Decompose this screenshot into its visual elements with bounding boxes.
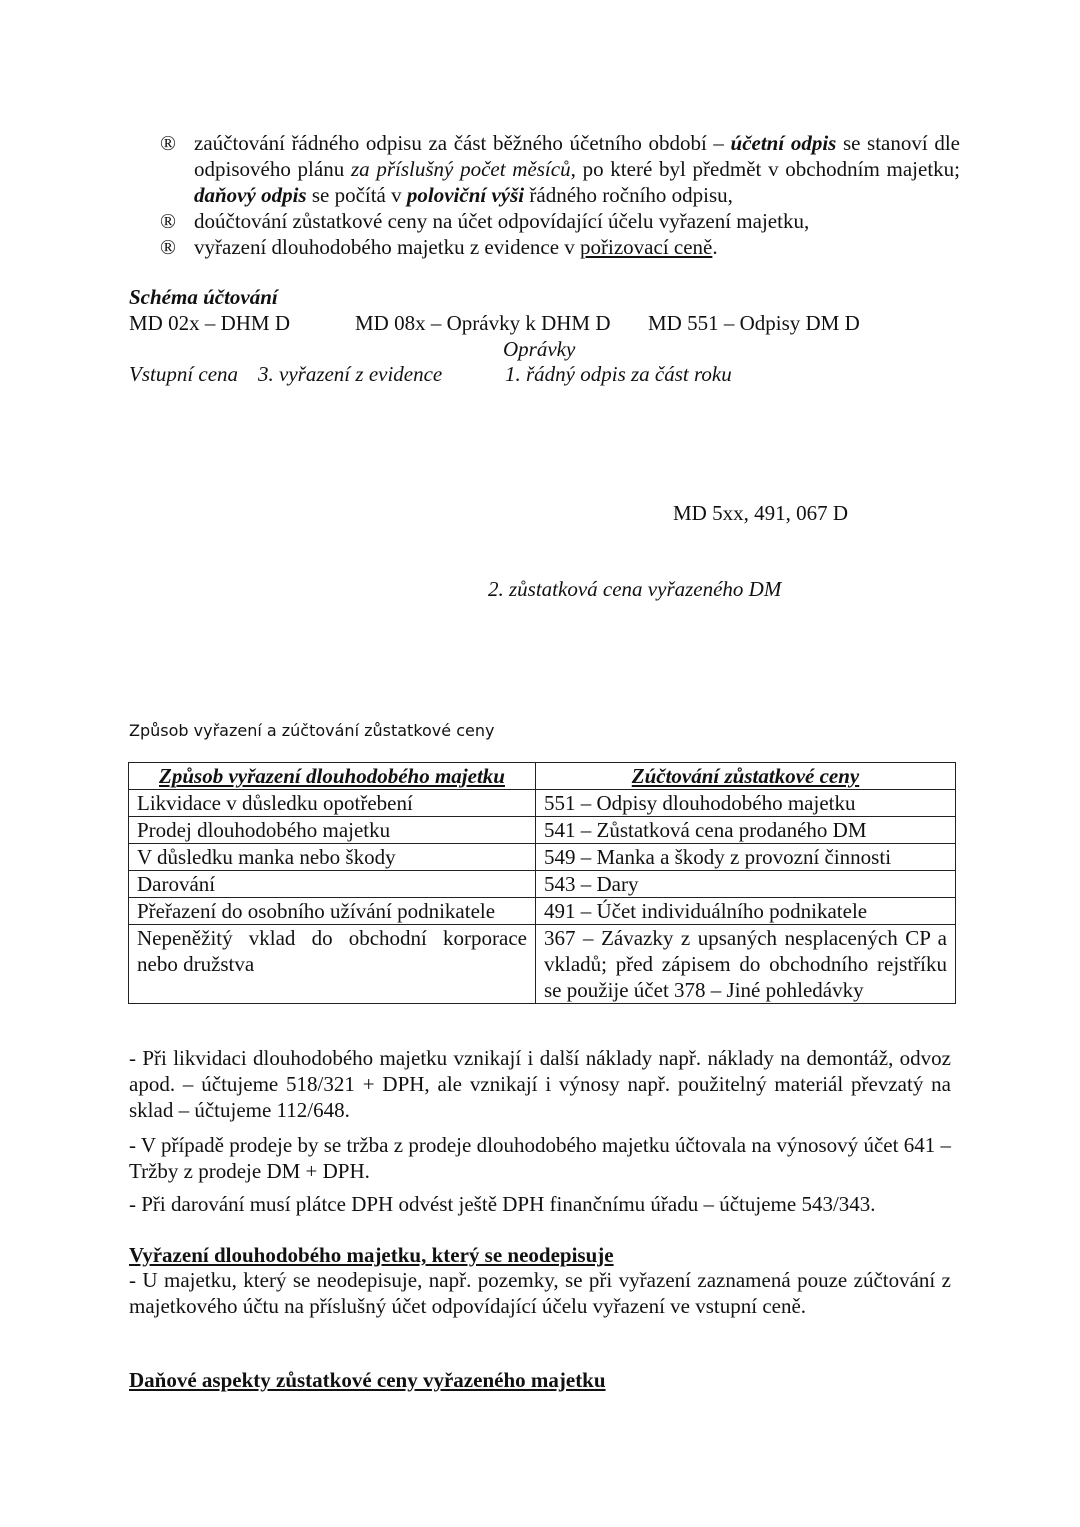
vstupni-cena-label: Vstupní cena (129, 362, 239, 386)
section-heading-danove: Daňové aspekty zůstatkové ceny vyřazeného majetku (129, 1368, 606, 1392)
table-cell: 551 – Odpisy dlouhodobého majetku (536, 790, 956, 817)
bullet-text: se stanoví dle odpisového plánu (194, 131, 960, 181)
account-551: MD 551 – Odpisy DM D (648, 311, 860, 335)
column-header: Zúčtování zůstatkové ceny (536, 763, 956, 790)
bullet-emphasis: účetní odpis (730, 131, 837, 155)
bullet-text: , po které byl předmět v obchodním majetku; (570, 157, 960, 181)
table-row (129, 898, 956, 925)
table-cell: Prodej dlouhodobého majetku (129, 817, 536, 844)
table-cell: Darování (129, 871, 536, 898)
schema-title: Schéma účtování (129, 285, 278, 309)
bullet-underlined: pořizovací ceně (580, 235, 713, 259)
table-row (129, 844, 956, 871)
bullet-text: . (712, 235, 718, 259)
bullet-item (160, 130, 960, 208)
opravky-label: Oprávky (503, 337, 576, 361)
column-header: Způsob vyřazení dlouhodobého majetku (129, 763, 536, 790)
table-row (129, 790, 956, 817)
table-cell: Přeřazení do osobního užívání podnikatele (129, 898, 536, 925)
note-likvidace: - Při likvidaci dlouhodobého majetku vznikají i další náklady např. náklady na demontáž, odvoz apod. – účtujeme 518/321 + DPH, ale vznikají i výnosy např. použitelný materiál převzatý na sklad – účtujeme 112/648. (129, 1046, 951, 1122)
bullet-item (160, 208, 960, 234)
registered-bullet-icon: ® (160, 131, 176, 155)
account-5xx: MD 5xx, 491, 067 D (673, 501, 849, 525)
table-cell: 543 – Dary (536, 871, 956, 898)
bullet-emphasis: za příslušný počet měsíců (350, 157, 571, 181)
bullet-text: zaúčtování řádného odpisu za část běžného účetního období – (194, 131, 731, 155)
table-row (129, 817, 956, 844)
table-cell: 549 – Manka a škody z provozní činnosti (536, 844, 956, 871)
account-08x: MD 08x – Oprávky k DHM D (355, 311, 611, 335)
bullet-text: se počítá v (306, 183, 407, 207)
note-darovani: - Při darování musí plátce DPH odvést ještě DPH finančnímu úřadu – účtujeme 543/343. (129, 1192, 876, 1216)
table-caption: Způsob vyřazení a zúčtování zůstatkové ceny (129, 721, 495, 740)
section-text-neodepisuje: - U majetku, který se neodepisuje, např. pozemky, se při vyřazení zaznamená pouze zúčtování z majetkového účtu na příslušný účet odpovídající účelu vyřazení ve vstupní ceně. (129, 1268, 951, 1318)
disposal-table (128, 762, 956, 1004)
table-cell: V důsledku manka nebo škody (129, 844, 536, 871)
account-02x: MD 02x – DHM D (129, 311, 291, 335)
bullet-emphasis: daňový odpis (194, 183, 307, 207)
table-cell: Nepeněžitý vklad do obchodní korporace nebo družstva (129, 925, 536, 1004)
bullet-text: řádného ročního odpisu, (524, 183, 733, 207)
bullet-list (160, 130, 960, 260)
note-prodej: - V případě prodeje by se tržba z prodeje dlouhodobého majetku účtovala na výnosový účet 641 – Tržby z prodeje DM + DPH. (129, 1133, 951, 1183)
table-cell: 541 – Zůstatková cena prodaného DM (536, 817, 956, 844)
section-heading-neodepisuje: Vyřazení dlouhodobého majetku, který se neodepisuje (129, 1243, 614, 1267)
radny-odpis-label: 1. řádný odpis za část roku (505, 362, 732, 386)
bullet-item (160, 234, 960, 260)
bullet-text: vyřazení dlouhodobého majetku z evidence v (194, 235, 581, 259)
bullet-text: doúčtování zůstatkové ceny na účet odpovídající účelu vyřazení majetku, (194, 209, 810, 233)
registered-bullet-icon: ® (160, 235, 176, 259)
table-cell: Likvidace v důsledku opotřebení (129, 790, 536, 817)
table-cell: 367 – Závazky z upsaných nesplacených CP a vkladů; před zápisem do obchodního rejstříku se použije účet 378 – Jiné pohledávky (536, 925, 956, 1004)
table-header-row (129, 763, 956, 790)
bullet-emphasis: poloviční výši (406, 183, 525, 207)
vyrazeni-label: 3. vyřazení z evidence (258, 362, 443, 386)
table-row (129, 871, 956, 898)
table-cell: 491 – Účet individuálního podnikatele (536, 898, 956, 925)
registered-bullet-icon: ® (160, 209, 176, 233)
zustatkova-cena-label: 2. zůstatková cena vyřazeného DM (488, 577, 782, 601)
table-row (129, 925, 956, 1004)
